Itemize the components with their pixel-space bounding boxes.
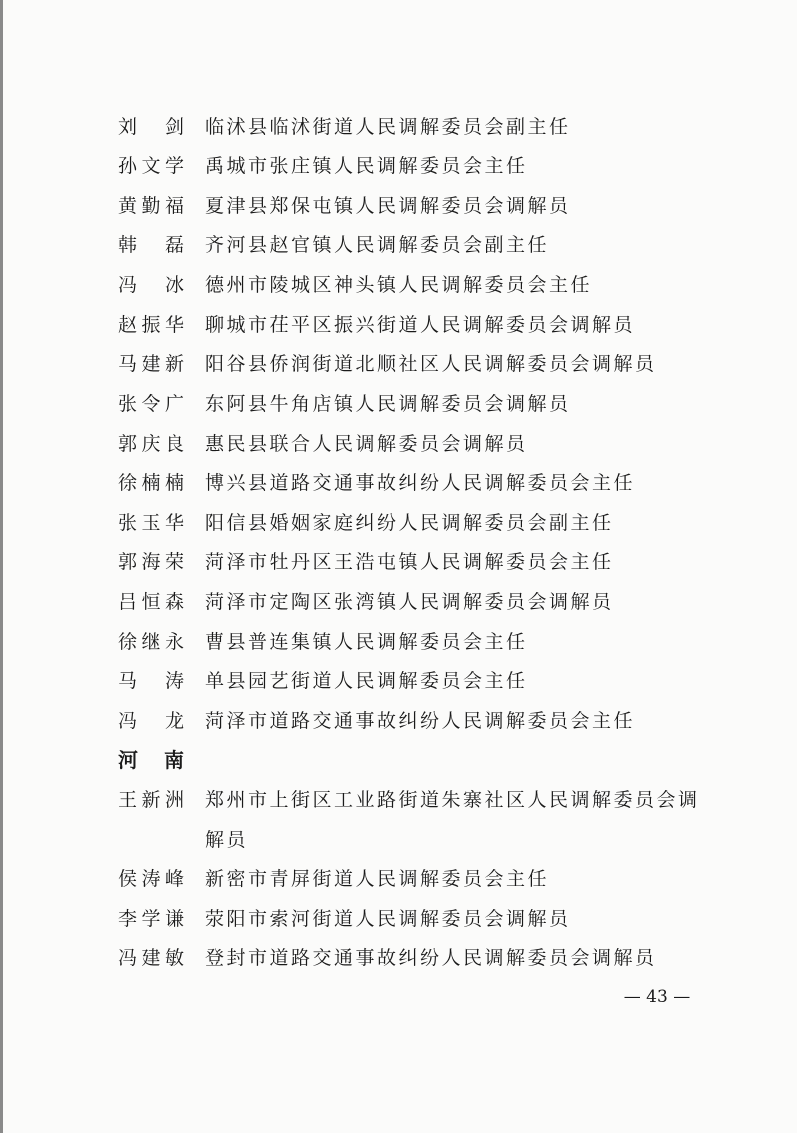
- person-role: 东阿县牛角店镇人民调解委员会调解员: [205, 393, 571, 415]
- list-item: [0, 904, 797, 934]
- person-name: 张令广: [118, 393, 184, 415]
- person-role: 临沭县临沭街道人民调解委员会副主任: [205, 116, 571, 138]
- list-item: [0, 785, 797, 865]
- section-heading-row: [0, 745, 797, 775]
- person-role: 荥阳市索河街道人民调解委员会调解员: [205, 908, 571, 930]
- person-name: 黄勤福: [118, 195, 184, 217]
- list-item: [0, 666, 797, 696]
- list-item: [0, 508, 797, 538]
- person-name: 吕恒森: [118, 591, 184, 613]
- person-role: 禹城市张庄镇人民调解委员会主任: [205, 155, 528, 177]
- person-name: 马建新: [118, 353, 184, 375]
- person-name: 孙文学: [118, 155, 184, 177]
- person-name: 郭海荣: [118, 551, 184, 573]
- list-item: [0, 864, 797, 894]
- person-role: 菏泽市定陶区张湾镇人民调解委员会调解员: [205, 591, 614, 613]
- list-item: [0, 112, 797, 142]
- person-name: 刘 剑: [118, 116, 184, 138]
- list-item: [0, 587, 797, 617]
- person-name: 侯涛峰: [118, 868, 184, 890]
- list-item: [0, 627, 797, 657]
- list-item: [0, 191, 797, 221]
- person-role: 新密市青屏街道人民调解委员会主任: [205, 868, 550, 890]
- person-role: 惠民县联合人民调解委员会调解员: [205, 433, 528, 455]
- list-item: [0, 270, 797, 300]
- person-name: 徐楠楠: [118, 472, 184, 494]
- person-role: 阳信县婚姻家庭纠纷人民调解委员会副主任: [205, 512, 614, 534]
- list-item: [0, 151, 797, 181]
- person-role: 德州市陵城区神头镇人民调解委员会主任: [205, 274, 593, 296]
- person-name: 马 涛: [118, 670, 184, 692]
- person-name: 冯建敏: [118, 947, 184, 969]
- person-role: 登封市道路交通事故纠纷人民调解委员会调解员: [205, 947, 657, 969]
- person-role: 齐河县赵官镇人民调解委员会副主任: [205, 234, 550, 256]
- person-name: 王新洲: [118, 789, 184, 811]
- person-name: 赵振华: [118, 314, 184, 336]
- person-role: 菏泽市道路交通事故纠纷人民调解委员会主任: [205, 710, 636, 732]
- list-item: [0, 547, 797, 577]
- person-role: 博兴县道路交通事故纠纷人民调解委员会主任: [205, 472, 636, 494]
- person-role: 郑州市上街区工业路街道朱寨社区人民调解委员会调解员: [205, 789, 700, 851]
- list-item: [0, 310, 797, 340]
- person-name: 郭庆良: [118, 433, 184, 455]
- person-name: 韩 磊: [118, 234, 184, 256]
- person-name: 李学谦: [118, 908, 184, 930]
- person-name: 冯 冰: [118, 274, 184, 296]
- list-item: [0, 429, 797, 459]
- list-item: [0, 468, 797, 498]
- section-heading: 河 南: [118, 748, 184, 772]
- person-role: 夏津县郑保屯镇人民调解委员会调解员: [205, 195, 571, 217]
- person-role: 聊城市茌平区振兴街道人民调解委员会调解员: [205, 314, 636, 336]
- person-name: 冯 龙: [118, 710, 184, 732]
- list-item: [0, 943, 797, 973]
- person-name: 徐继永: [118, 631, 184, 653]
- person-role: 菏泽市牡丹区王浩屯镇人民调解委员会主任: [205, 551, 614, 573]
- list-item: [0, 389, 797, 419]
- person-role: 曹县普连集镇人民调解委员会主任: [205, 631, 528, 653]
- list-item: [0, 230, 797, 260]
- list-item: [0, 349, 797, 379]
- list-item: [0, 706, 797, 736]
- person-role: 阳谷县侨润街道北顺社区人民调解委员会调解员: [205, 353, 657, 375]
- person-name: 张玉华: [118, 512, 184, 534]
- page-number: — 43 —: [623, 987, 691, 1007]
- person-role: 单县园艺街道人民调解委员会主任: [205, 670, 528, 692]
